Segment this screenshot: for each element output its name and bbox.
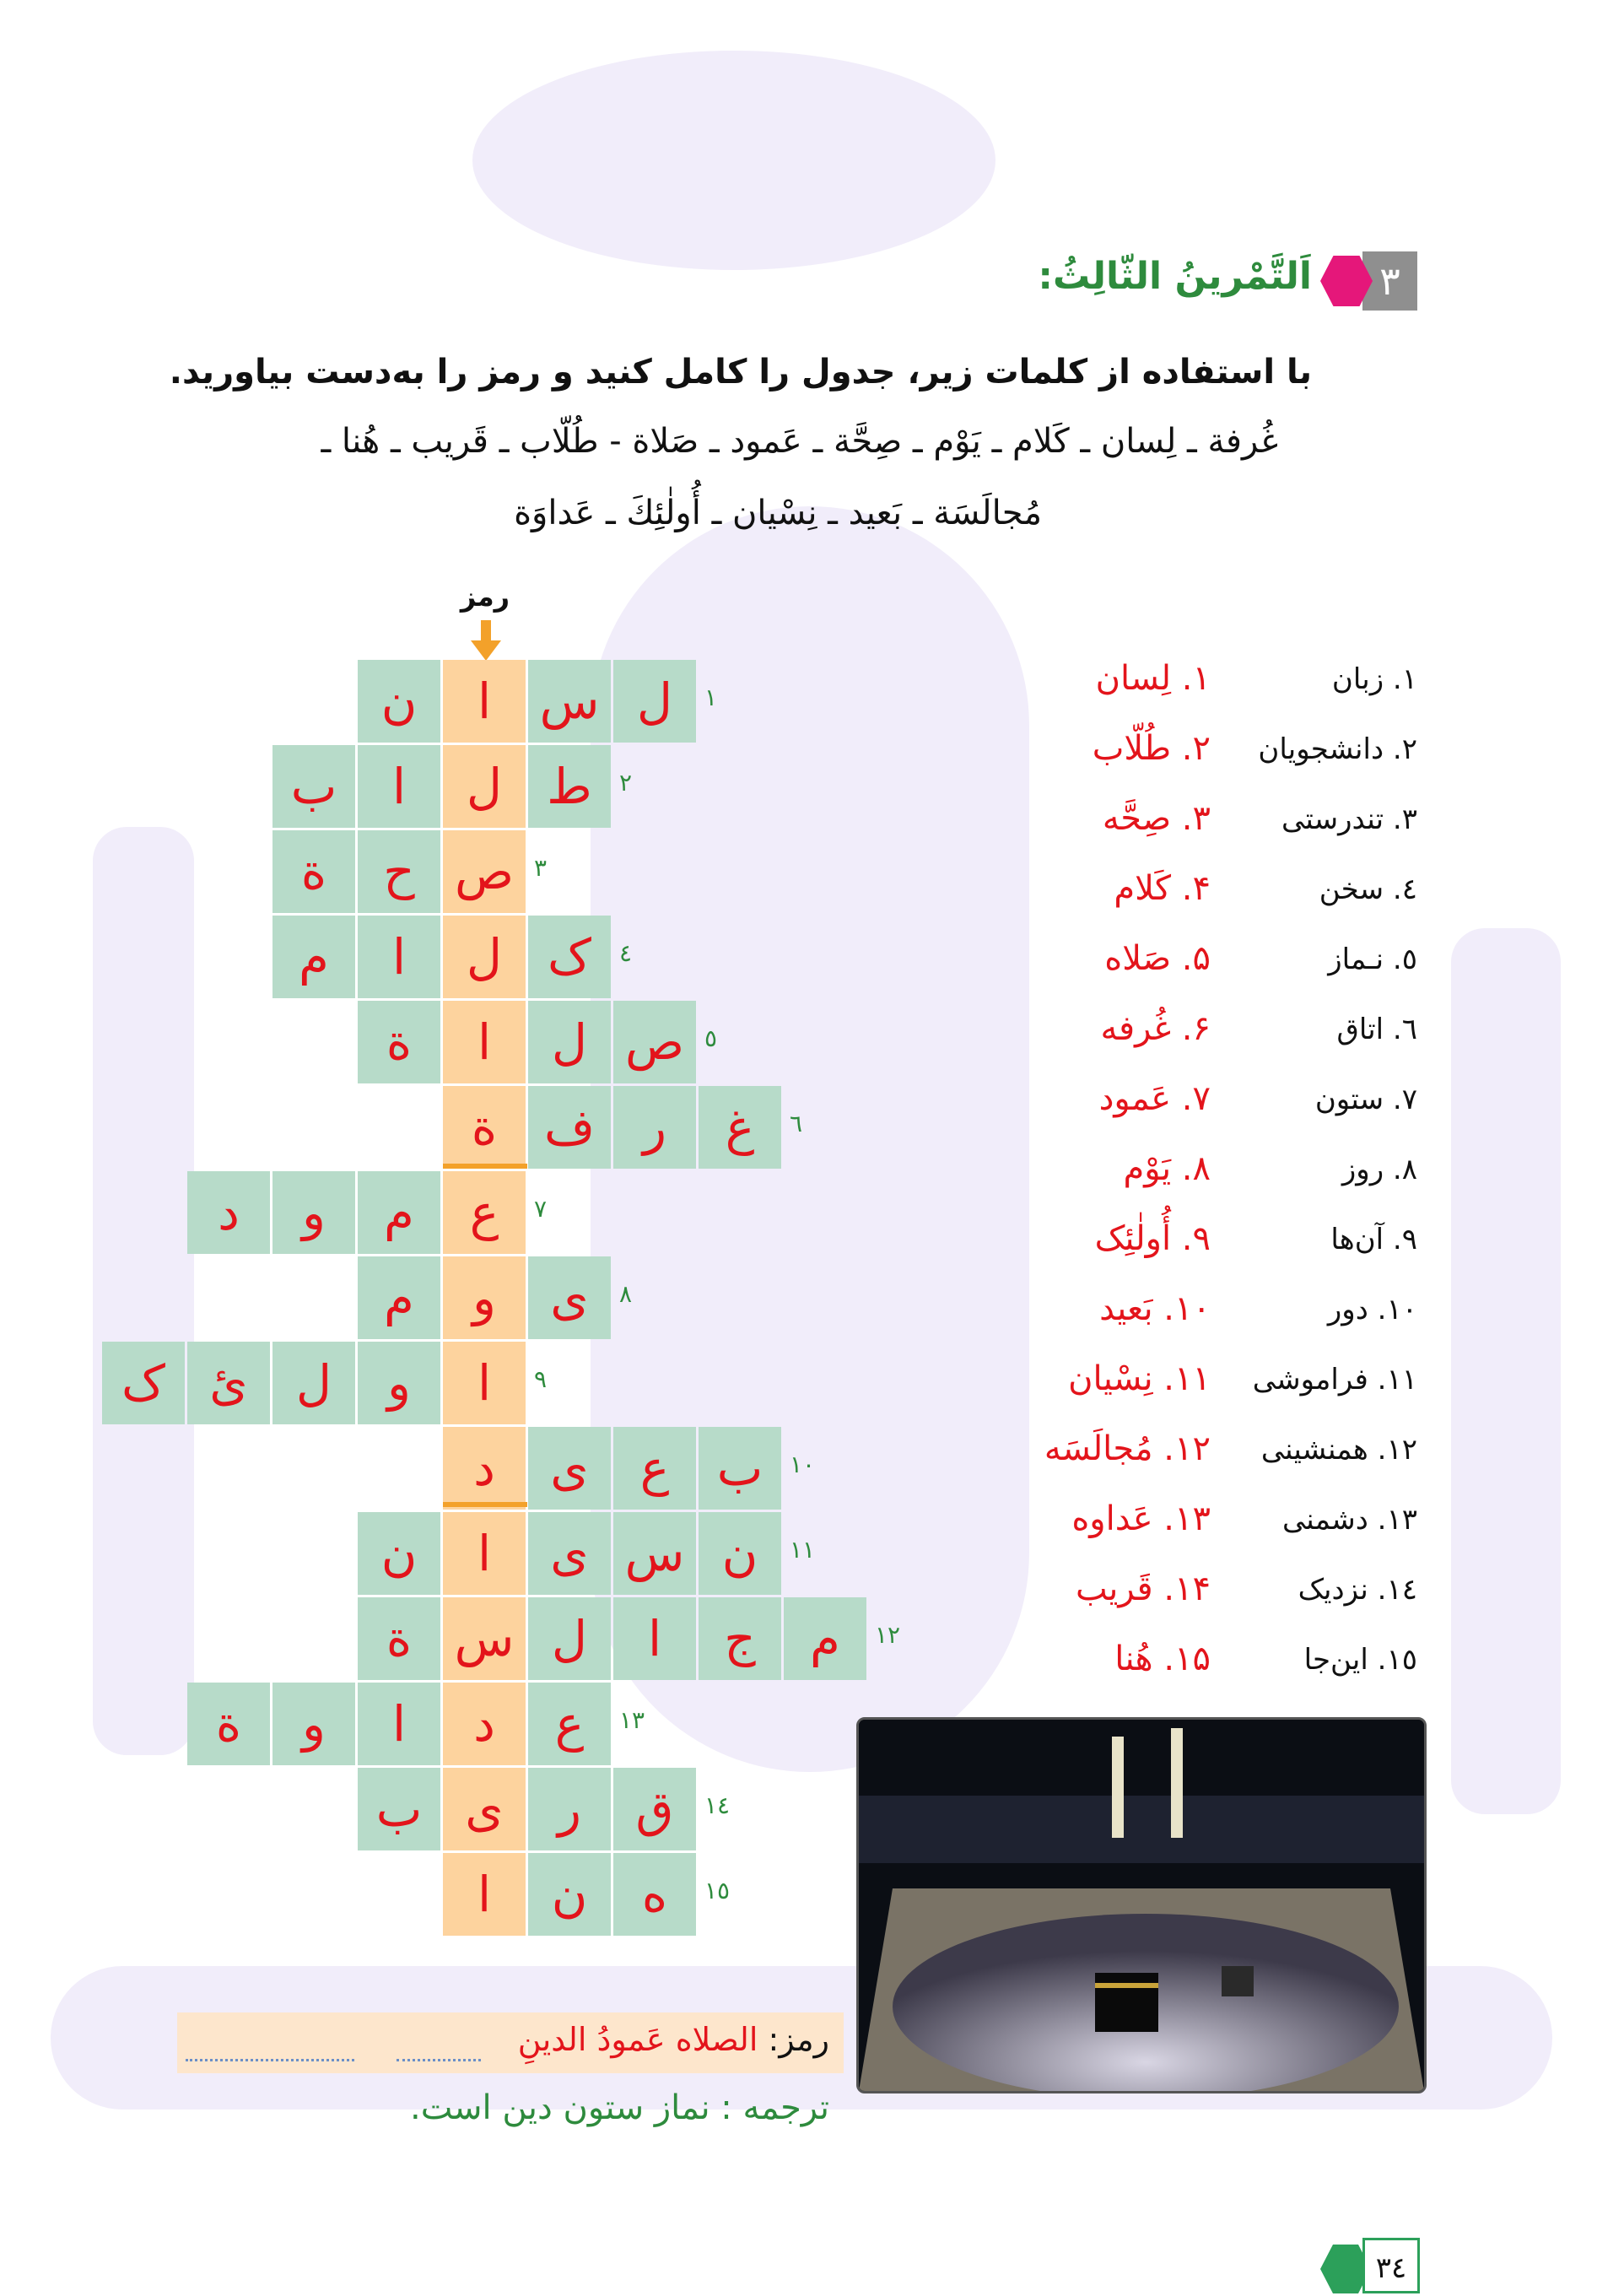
grid-cell: س	[528, 660, 611, 743]
grid-cell: و	[358, 1342, 440, 1424]
key-cell: ی	[443, 1768, 526, 1850]
grid-cell: ک	[102, 1342, 185, 1424]
key-cell: ل	[443, 916, 526, 998]
dotted-line	[397, 2059, 481, 2061]
clue-text: ٢. دانشجویان	[1258, 732, 1417, 766]
grid-cell: ن	[358, 1512, 440, 1595]
key-cell: ا	[443, 1512, 526, 1595]
grid-cell: ی	[528, 1512, 611, 1595]
grid-cell: ا	[358, 916, 440, 998]
clue-answer: ١۴. قَريب	[1076, 1569, 1211, 1608]
grid-cell: ل	[528, 1597, 611, 1680]
clue-text: ١٠. دور	[1327, 1293, 1417, 1326]
clue-answer: ١١. نِسْیان	[1068, 1359, 1211, 1398]
grid-cell: ب	[699, 1427, 781, 1510]
grid-cell: ن	[699, 1512, 781, 1595]
grid-cell: ة	[358, 1001, 440, 1083]
key-cell: ا	[443, 1342, 526, 1424]
clue-text: ٧. ستون	[1314, 1083, 1417, 1116]
watermark-shape	[93, 827, 194, 1755]
watermark-shape	[1451, 928, 1561, 1814]
ramz-answer	[518, 2021, 829, 2058]
grid-cell: ف	[528, 1086, 611, 1169]
row-number: ١١	[790, 1536, 816, 1564]
ramz-translation: ترجمه : نماز ستون دین است.	[410, 2088, 829, 2127]
row-number: ٣	[534, 854, 548, 882]
grid-cell: ة	[272, 830, 355, 913]
key-cell: و	[443, 1256, 526, 1339]
key-cell: د	[443, 1427, 526, 1510]
row-number: ١٥	[704, 1877, 731, 1904]
row-number: ٨	[619, 1280, 633, 1308]
grid-cell: ة	[358, 1597, 440, 1680]
row-number: ٤	[619, 939, 633, 967]
clue-text: ١٣. دشمنی	[1281, 1503, 1417, 1537]
exercise-title: اَلتَّمْرينُ الثّالِثُ:	[1038, 255, 1312, 298]
grid-cell: و	[272, 1171, 355, 1254]
grid-cell: ع	[613, 1427, 696, 1510]
grid-cell: ل	[528, 1001, 611, 1083]
word-bank-line-1: غُرفة ـ لِسان ـ کَلام ـ يَوْم ـ صِحَّة ـ عَمود ـ صَلاة - طُلّاب ـ قَريب ـ هُنا ـ	[321, 422, 1278, 461]
grid-cell: ح	[358, 830, 440, 913]
key-cell: ل	[443, 745, 526, 828]
clue-answer: ٣. صِحَّه	[1102, 799, 1211, 838]
clue-text: ١. زبان	[1331, 662, 1417, 696]
dotted-line	[186, 2059, 354, 2061]
grid-cell: ی	[528, 1427, 611, 1510]
grid-cell: ب	[358, 1768, 440, 1850]
kaaba-photo	[856, 1717, 1427, 2093]
grid-cell: ق	[613, 1768, 696, 1850]
clue-answer: ٢. طُلّاب	[1092, 729, 1211, 768]
row-number: ١٢	[875, 1621, 901, 1649]
row-number: ٥	[704, 1024, 718, 1052]
clue-answer: ١. لِسان	[1095, 659, 1211, 698]
key-cell: د	[443, 1683, 526, 1765]
row-number: ١٣	[619, 1706, 645, 1734]
clue-answer: ١٣. عَداوه	[1071, 1499, 1211, 1538]
grid-cell: ه	[613, 1853, 696, 1936]
word-separator	[443, 1164, 527, 1169]
clue-answer: ١٠. بَعید	[1099, 1289, 1211, 1328]
grid-cell: ة	[187, 1683, 270, 1765]
grid-cell: ی	[528, 1256, 611, 1339]
grid-cell: ن	[528, 1853, 611, 1936]
grid-cell: د	[187, 1171, 270, 1254]
grid-cell: ج	[699, 1597, 781, 1680]
row-number: ١	[704, 683, 718, 711]
clue-text: ٣. تندرستی	[1281, 802, 1417, 836]
clue-text: ٤. سخن	[1319, 872, 1417, 906]
clue-text: ١٤. نزدیک	[1298, 1573, 1417, 1607]
grid-cell: م	[358, 1256, 440, 1339]
clue-answer: ١٢. مُجالَسَه	[1044, 1429, 1211, 1468]
clue-answer: ٩. أُولٰئِک	[1094, 1219, 1211, 1258]
grid-cell: م	[358, 1171, 440, 1254]
clue-answer: ۶. غُرفه	[1100, 1009, 1211, 1048]
grid-cell: ا	[613, 1597, 696, 1680]
grid-cell: س	[613, 1512, 696, 1595]
grid-cell: م	[784, 1597, 866, 1680]
grid-cell: ص	[613, 1001, 696, 1083]
grid-cell: ل	[613, 660, 696, 743]
grid-cell: ا	[358, 745, 440, 828]
key-cell: ع	[443, 1171, 526, 1254]
grid-cell: ئ	[187, 1342, 270, 1424]
grid-cell: ر	[613, 1086, 696, 1169]
clue-text: ٨. روز	[1341, 1153, 1417, 1186]
clue-text: ٦. اتاق	[1336, 1013, 1417, 1046]
word-separator	[443, 1502, 527, 1507]
row-number: ٧	[534, 1195, 548, 1223]
clue-text: ١١. فراموشی	[1252, 1363, 1417, 1397]
row-number: ٩	[534, 1365, 548, 1393]
grid-cell: ع	[528, 1683, 611, 1765]
grid-cell: ا	[358, 1683, 440, 1765]
clue-answer: ٧. عَمود	[1098, 1079, 1211, 1118]
grid-cell: ن	[358, 660, 440, 743]
word-bank-line-2: مُجالَسَة ـ بَعيد ـ نِسْيان ـ أُولٰئِكَ ـ عَداوَة	[514, 494, 1042, 532]
grid-cell: ر	[528, 1768, 611, 1850]
grid-cell: م	[272, 916, 355, 998]
grid-cell: ک	[528, 916, 611, 998]
key-cell: ا	[443, 1853, 526, 1936]
key-cell: ص	[443, 830, 526, 913]
clue-text: ١٥. این‌جا	[1303, 1643, 1417, 1677]
grid-cell: ل	[272, 1342, 355, 1424]
key-cell: ا	[443, 1001, 526, 1083]
grid-cell: و	[272, 1683, 355, 1765]
exercise-number: ٣	[1362, 251, 1417, 311]
row-number: ١٠	[790, 1451, 816, 1478]
kaaba-illustration	[859, 1720, 1424, 2091]
grid-cell: غ	[699, 1086, 781, 1169]
row-number: ١٤	[704, 1791, 731, 1819]
clue-answer: ٨. يَوْم	[1123, 1149, 1211, 1188]
row-number: ٦	[790, 1110, 803, 1137]
ramz-label: رمز	[460, 581, 510, 613]
key-cell: ة	[443, 1086, 526, 1169]
watermark-shape	[472, 51, 995, 270]
clue-answer: ١۵. هُنا	[1114, 1640, 1211, 1678]
instruction-text: با استفاده از کلمات زیر، جدول را کامل کنید و رمز را به‌دست بیاورید.	[169, 353, 1312, 392]
clue-answer: ۴. کَلام	[1114, 869, 1211, 908]
ramz-answer-value: الصلاه عَمودُ الدینِ	[517, 2021, 758, 2058]
clue-text: ١٢. همنشینی	[1260, 1433, 1417, 1467]
grid-cell: ط	[528, 745, 611, 828]
row-number: ٢	[619, 769, 633, 797]
clue-text: ٩. آن‌ها	[1330, 1223, 1417, 1256]
grid-cell: ب	[272, 745, 355, 828]
key-cell: ا	[443, 660, 526, 743]
page-number: ٣٤	[1362, 2238, 1420, 2293]
ramz-answer-label: رمز:	[768, 2021, 829, 2058]
clue-text: ٥. نـماز	[1328, 943, 1417, 976]
arrow-down-icon	[471, 620, 501, 661]
key-cell: س	[443, 1597, 526, 1680]
clue-answer: ۵. صَلاه	[1104, 939, 1211, 978]
